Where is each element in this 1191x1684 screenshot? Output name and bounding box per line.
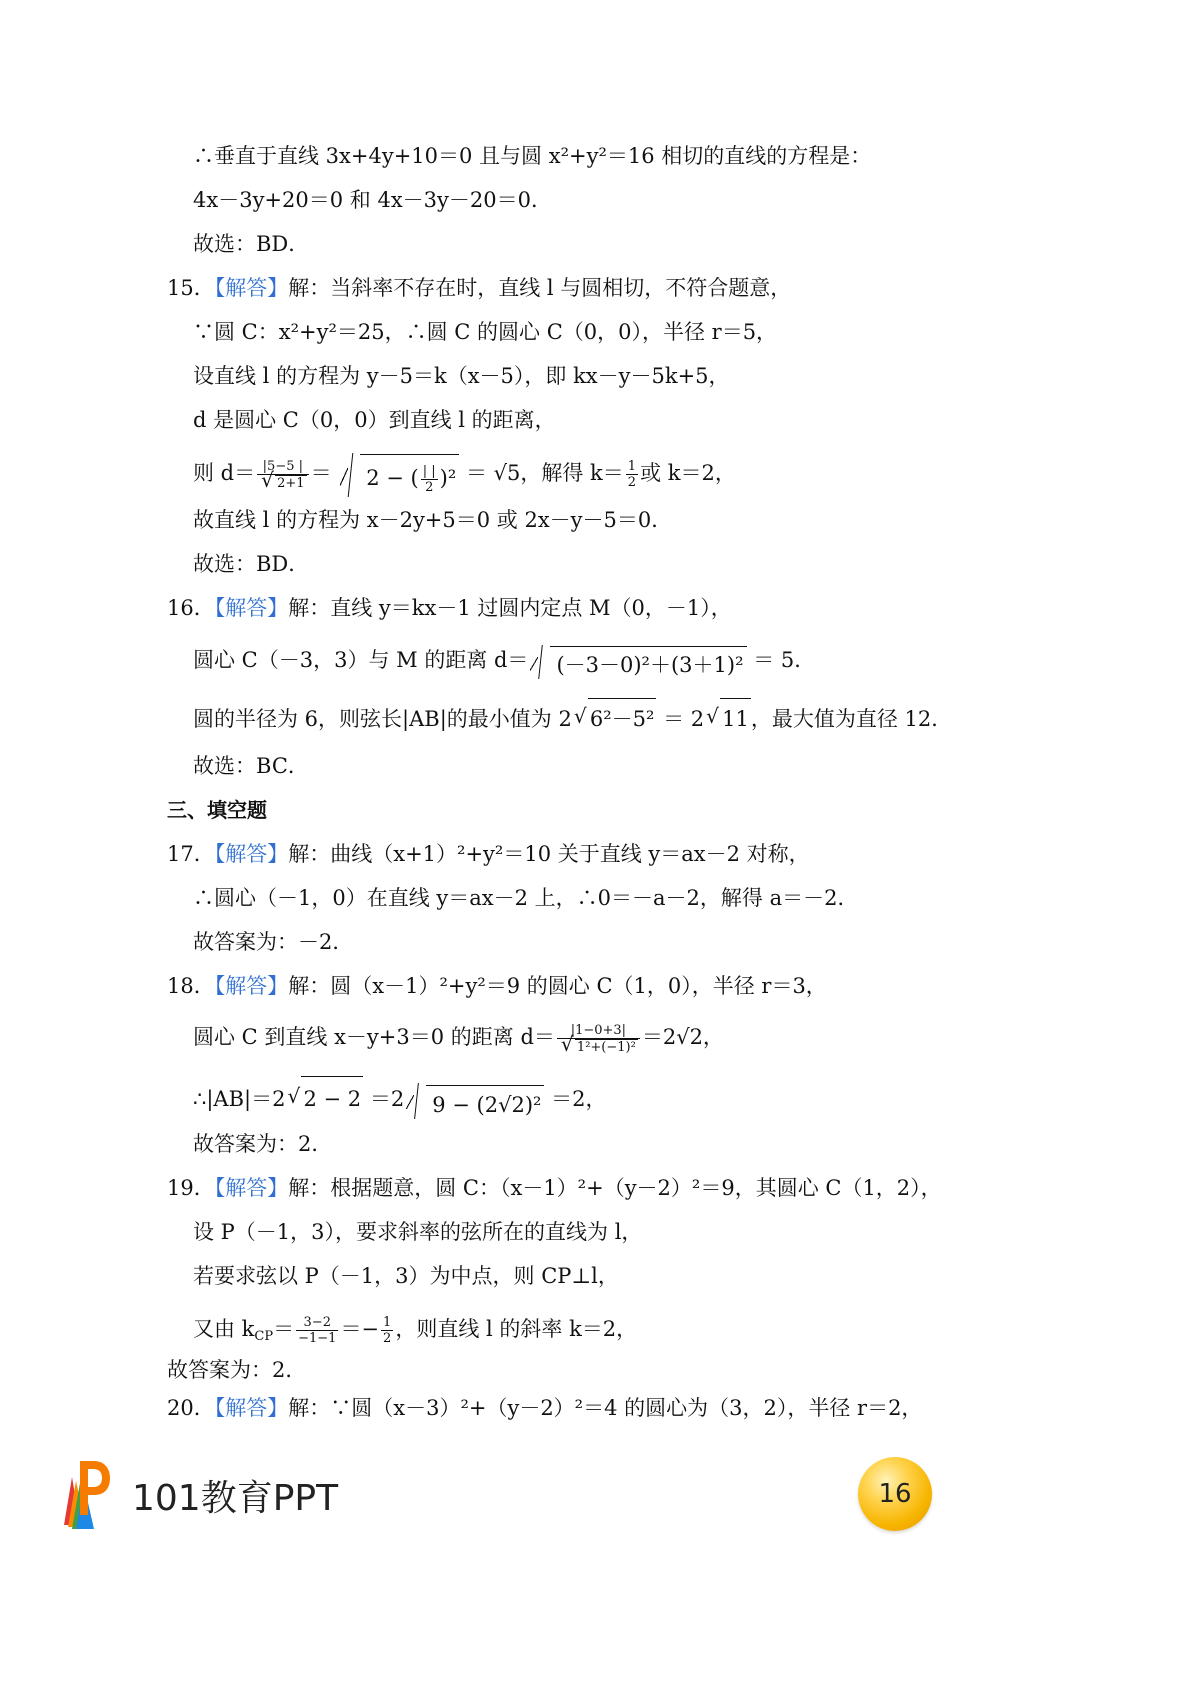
- text-line: 故答案为：－2．: [193, 930, 354, 954]
- page-number-badge: [858, 1457, 932, 1531]
- text-line: 故选：BD．: [193, 232, 310, 256]
- numerator: | |: [422, 463, 436, 479]
- question-number: 17．: [167, 842, 215, 866]
- numerator: |1−0+3|: [557, 1023, 640, 1039]
- radical: [561, 1039, 638, 1055]
- text-segment: 2 − (: [366, 465, 419, 490]
- denominator: [257, 475, 308, 491]
- formula-line: [193, 640, 815, 680]
- equals: ＝: [310, 461, 332, 485]
- brand-name: 101教育PPT: [132, 1478, 339, 1519]
- text-segment: 解：圆（x－1）²+y²＝9 的圆心 C（1，0），半径 r＝3，: [288, 974, 827, 998]
- numerator: 1: [383, 1315, 392, 1330]
- radicand: 11: [720, 698, 751, 739]
- numerator: 1: [627, 459, 637, 474]
- text-segment: ，最大值为直径 12．: [750, 707, 953, 731]
- question-number: 15．: [167, 276, 215, 300]
- subscript: CP: [254, 1329, 274, 1344]
- text-line: 故选：BD．: [193, 552, 310, 576]
- radical: [261, 475, 306, 491]
- text-segment: )²: [439, 465, 457, 490]
- denominator: 2: [425, 479, 434, 495]
- radicand: 2+1: [277, 475, 305, 491]
- text-segment: ＝2，: [551, 1087, 607, 1111]
- formula-line: [193, 448, 736, 498]
- radicand: [360, 454, 459, 497]
- text-segment: 解：∵圆（x－3）²+（y－2）²＝4 的圆心为（3，2），半径 r＝2，: [288, 1396, 923, 1420]
- denominator: 2: [627, 475, 637, 490]
- text-line: ∴垂直于直线 3x+4y+10＝0 且与圆 x²+y²＝16 相切的直线的方程是：: [193, 144, 872, 168]
- text-line: d 是圆心 C（0，0）到直线 l 的距离，: [193, 408, 556, 432]
- answer-tag: 【解答】: [214, 842, 289, 866]
- question-20-line: [167, 1394, 922, 1422]
- formula-line: [193, 1306, 637, 1352]
- numerator: |5−5 |: [257, 459, 308, 475]
- denominator: −1−1: [298, 1331, 337, 1346]
- question-16-line: [167, 594, 732, 622]
- question-number: 18．: [167, 974, 215, 998]
- radicand: 2 − 2: [301, 1076, 363, 1121]
- page-number: 16: [878, 1479, 912, 1509]
- fraction: [381, 1315, 393, 1346]
- text-segment: ＝ 2: [663, 707, 705, 731]
- text-segment: 解：根据题意，圆 C：（x－1）²+（y－2）²＝9，其圆心 C（1，2），: [288, 1176, 942, 1200]
- text-line: 4x－3y+20＝0 和 4x－3y－20＝0．: [193, 188, 552, 212]
- radicand: 9 − (2√2)²: [426, 1085, 544, 1120]
- text-line: 设 P（－1，3），要求斜率的弦所在的直线为 l，: [193, 1220, 643, 1244]
- radicand: (－3－0)²＋(3＋1)²: [550, 646, 746, 679]
- formula-line: [193, 1014, 724, 1060]
- formula-line: [193, 1076, 607, 1120]
- fraction: [421, 464, 438, 495]
- numerator: 3−2: [296, 1315, 338, 1331]
- question-number: 19．: [167, 1176, 215, 1200]
- text-segment: 或 k＝2，: [640, 461, 736, 485]
- denominator: 2: [383, 1331, 392, 1346]
- text-segment: 圆心 C 到直线 x－y+3＝0 的距离 d＝: [193, 1025, 555, 1049]
- question-19-line: [167, 1174, 942, 1202]
- text-segment: ＝2: [369, 1087, 405, 1111]
- text-line: 设直线 l 的方程为 y－5＝k（x－5），即 kx－y－5k+5，: [193, 364, 730, 388]
- fraction: [626, 459, 638, 490]
- radicand: 1²+(−1)²: [576, 1039, 636, 1055]
- text-segment: 解：曲线（x+1）²+y²＝10 关于直线 y＝ax－2 对称，: [288, 842, 810, 866]
- fraction: [296, 1315, 338, 1346]
- text-line: 故答案为：2．: [193, 1132, 333, 1156]
- answer-tag: 【解答】: [214, 974, 289, 998]
- text-segment: ＝ 5．: [753, 648, 816, 672]
- question-18-line: [167, 972, 827, 1000]
- text-line: ∴圆心（－1，0）在直线 y＝ax－2 上，∴0＝－a－2，解得 a＝－2．: [193, 886, 859, 910]
- big-radical: [530, 645, 746, 679]
- denominator: [557, 1039, 640, 1055]
- text-segment: 又由 k: [193, 1317, 255, 1341]
- question-15-line: [167, 274, 791, 302]
- brand-logo-icon: [58, 1455, 110, 1531]
- text-line: ∵圆 C：x²+y²＝25，∴圆 C 的圆心 C（0，0），半径 r＝5，: [193, 320, 778, 344]
- text-segment: 解：当斜率不存在时，直线 l 与圆相切，不符合题意，: [288, 276, 792, 300]
- answer-tag: 【解答】: [214, 1396, 289, 1420]
- text-segment: ＝2√2，: [641, 1025, 724, 1049]
- answer-tag: 【解答】: [214, 596, 289, 620]
- question-number: 16．: [167, 596, 215, 620]
- text-segment: 圆的半径为 6，则弦长|AB|的最小值为 2: [193, 707, 572, 731]
- text-line: 故答案为：2．: [167, 1358, 307, 1382]
- text-segment: ，则直线 l 的斜率 k＝2，: [395, 1317, 638, 1341]
- text-segment: 则 d＝: [193, 461, 256, 485]
- text-segment: ＝ √5，解得 k＝: [465, 461, 624, 485]
- answer-tag: 【解答】: [214, 1176, 289, 1200]
- question-17-line: [167, 840, 810, 868]
- text-line: 故选：BC．: [193, 754, 309, 778]
- answer-tag: 【解答】: [214, 276, 289, 300]
- formula-line: [193, 698, 952, 738]
- text-line: 故直线 l 的方程为 x－2y+5＝0 或 2x－y－5＝0．: [193, 508, 673, 532]
- text-segment: 解：直线 y＝kx－1 过圆内定点 M（0，－1），: [288, 596, 732, 620]
- radical: [706, 698, 751, 739]
- fraction: [257, 459, 308, 491]
- radical: [574, 698, 657, 739]
- fraction: [557, 1023, 640, 1055]
- text-line: 若要求弦以 P（－1，3）为中点，则 CP⊥l，: [193, 1264, 619, 1288]
- radicand: 6²－5²: [588, 698, 657, 739]
- text-segment: 圆心 C（－3，3）与 M 的距离 d＝: [193, 648, 529, 672]
- question-number: 20．: [167, 1396, 215, 1420]
- radical: [287, 1076, 363, 1121]
- text-segment: ＝−: [340, 1317, 380, 1341]
- text-segment: ∴|AB|＝2: [193, 1087, 286, 1111]
- big-radical: [406, 1083, 544, 1119]
- equals: ＝: [273, 1317, 295, 1341]
- section-heading: 三、填空题: [167, 798, 267, 822]
- big-radical: [340, 453, 459, 497]
